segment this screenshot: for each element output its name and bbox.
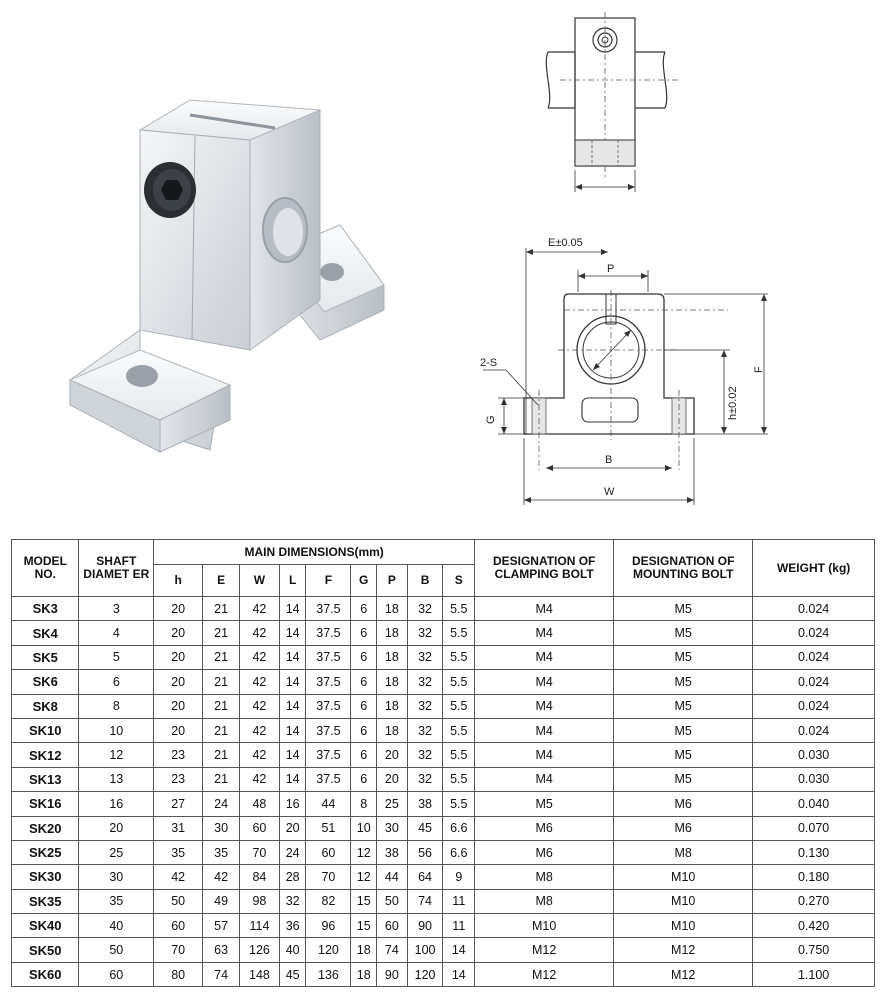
table-cell: 37.5 bbox=[306, 694, 351, 718]
table-cell: 42 bbox=[240, 670, 280, 694]
table-cell: 45 bbox=[279, 962, 306, 986]
dim-e-label: E±0.05 bbox=[548, 237, 583, 249]
table-cell: 32 bbox=[407, 645, 443, 669]
table-cell: M12 bbox=[475, 962, 614, 986]
table-cell: 20 bbox=[154, 718, 203, 742]
table-cell: 21 bbox=[203, 718, 240, 742]
table-cell: 60 bbox=[79, 962, 154, 986]
table-cell: 3 bbox=[79, 597, 154, 621]
table-cell: 36 bbox=[279, 914, 306, 938]
table-cell: 90 bbox=[377, 962, 408, 986]
table-cell: 84 bbox=[240, 865, 280, 889]
table-cell: M6 bbox=[614, 792, 753, 816]
dim-h-label: h±0.02 bbox=[727, 386, 739, 420]
table-cell: 27 bbox=[154, 792, 203, 816]
table-cell: 14 bbox=[279, 694, 306, 718]
table-cell: SK10 bbox=[12, 718, 79, 742]
table-cell: 37.5 bbox=[306, 743, 351, 767]
table-cell: 0.024 bbox=[753, 694, 875, 718]
side-view-drawing bbox=[540, 10, 690, 195]
table-cell: 25 bbox=[377, 792, 408, 816]
table-cell: M12 bbox=[475, 938, 614, 962]
table-cell: 5.5 bbox=[443, 767, 475, 791]
table-cell: 44 bbox=[377, 865, 408, 889]
table-cell: SK5 bbox=[12, 645, 79, 669]
table-cell: 35 bbox=[203, 840, 240, 864]
table-cell: M8 bbox=[475, 889, 614, 913]
dimension-table bbox=[11, 539, 875, 987]
table-cell: 11 bbox=[443, 889, 475, 913]
header-shaft: SHAFT DIAMET ER bbox=[79, 540, 154, 597]
table-cell: 14 bbox=[279, 597, 306, 621]
product-photo bbox=[40, 60, 400, 460]
table-cell: 5.5 bbox=[443, 718, 475, 742]
table-cell: 60 bbox=[377, 914, 408, 938]
table-cell: 13 bbox=[79, 767, 154, 791]
table-cell: 82 bbox=[306, 889, 351, 913]
table-cell: 6 bbox=[351, 694, 377, 718]
table-cell: 16 bbox=[79, 792, 154, 816]
table-cell: 5.5 bbox=[443, 743, 475, 767]
table-cell: 6 bbox=[79, 670, 154, 694]
table-cell: 50 bbox=[79, 938, 154, 962]
table-cell: 44 bbox=[306, 792, 351, 816]
table-cell: 45 bbox=[407, 816, 443, 840]
table-cell: 20 bbox=[377, 743, 408, 767]
table-row bbox=[12, 865, 875, 889]
table-cell: 5.5 bbox=[443, 670, 475, 694]
table-cell: 8 bbox=[79, 694, 154, 718]
dim-f-label: F bbox=[753, 366, 765, 373]
table-cell: 1.100 bbox=[753, 962, 875, 986]
table-row bbox=[12, 840, 875, 864]
table-cell: M8 bbox=[475, 865, 614, 889]
table-cell: 18 bbox=[377, 694, 408, 718]
table-cell: SK4 bbox=[12, 621, 79, 645]
table-cell: SK3 bbox=[12, 597, 79, 621]
table-cell: 20 bbox=[279, 816, 306, 840]
table-cell: 21 bbox=[203, 597, 240, 621]
table-cell: 18 bbox=[351, 938, 377, 962]
table-cell: 42 bbox=[240, 597, 280, 621]
table-row bbox=[12, 645, 875, 669]
table-cell: 32 bbox=[407, 743, 443, 767]
table-cell: 30 bbox=[377, 816, 408, 840]
table-cell: 5.5 bbox=[443, 597, 475, 621]
table-row bbox=[12, 597, 875, 621]
table-cell: 70 bbox=[306, 865, 351, 889]
table-cell: 20 bbox=[79, 816, 154, 840]
table-cell: M6 bbox=[614, 816, 753, 840]
table-cell: M5 bbox=[614, 597, 753, 621]
table-cell: 35 bbox=[154, 840, 203, 864]
table-cell: 90 bbox=[407, 914, 443, 938]
table-cell: M4 bbox=[475, 718, 614, 742]
table-cell: 0.270 bbox=[753, 889, 875, 913]
table-cell: 37.5 bbox=[306, 767, 351, 791]
table-cell: 37.5 bbox=[306, 718, 351, 742]
table-cell: 8 bbox=[351, 792, 377, 816]
table-cell: M10 bbox=[614, 889, 753, 913]
table-cell: 126 bbox=[240, 938, 280, 962]
table-cell: 15 bbox=[351, 914, 377, 938]
table-cell: 32 bbox=[407, 694, 443, 718]
dimension-table-container bbox=[11, 539, 875, 987]
table-cell: 12 bbox=[79, 743, 154, 767]
table-cell: 23 bbox=[154, 767, 203, 791]
table-cell: 14 bbox=[443, 938, 475, 962]
header-main-dimensions: MAIN DIMENSIONS(mm) bbox=[154, 540, 475, 565]
table-cell: 38 bbox=[407, 792, 443, 816]
table-cell: 21 bbox=[203, 694, 240, 718]
table-row bbox=[12, 621, 875, 645]
table-row bbox=[12, 938, 875, 962]
table-cell: 5.5 bbox=[443, 694, 475, 718]
table-cell: 37.5 bbox=[306, 597, 351, 621]
table-cell: 49 bbox=[203, 889, 240, 913]
table-cell: 10 bbox=[351, 816, 377, 840]
table-cell: M4 bbox=[475, 767, 614, 791]
table-cell: 0.070 bbox=[753, 816, 875, 840]
table-cell: 98 bbox=[240, 889, 280, 913]
table-cell: 74 bbox=[377, 938, 408, 962]
table-cell: 5 bbox=[79, 645, 154, 669]
table-cell: 21 bbox=[203, 645, 240, 669]
table-cell: M4 bbox=[475, 670, 614, 694]
header-h: h bbox=[154, 565, 203, 597]
table-cell: 100 bbox=[407, 938, 443, 962]
table-cell: M12 bbox=[614, 938, 753, 962]
table-cell: 5.5 bbox=[443, 621, 475, 645]
table-cell: SK13 bbox=[12, 767, 79, 791]
table-cell: 14 bbox=[279, 767, 306, 791]
header-w: W bbox=[240, 565, 280, 597]
table-cell: 20 bbox=[154, 694, 203, 718]
table-cell: M10 bbox=[475, 914, 614, 938]
table-cell: 18 bbox=[377, 621, 408, 645]
table-cell: 25 bbox=[79, 840, 154, 864]
table-cell: 70 bbox=[154, 938, 203, 962]
table-cell: 50 bbox=[377, 889, 408, 913]
table-cell: M5 bbox=[614, 743, 753, 767]
table-cell: 20 bbox=[154, 621, 203, 645]
table-row bbox=[12, 816, 875, 840]
header-clamping-bolt: DESIGNATION OF CLAMPING BOLT bbox=[475, 540, 614, 597]
header-s: S bbox=[443, 565, 475, 597]
table-cell: 32 bbox=[407, 670, 443, 694]
table-cell: 74 bbox=[407, 889, 443, 913]
table-cell: 18 bbox=[377, 597, 408, 621]
table-cell: M5 bbox=[614, 694, 753, 718]
table-row bbox=[12, 694, 875, 718]
table-cell: 0.024 bbox=[753, 621, 875, 645]
table-cell: 74 bbox=[203, 962, 240, 986]
table-cell: 6 bbox=[351, 718, 377, 742]
table-cell: 57 bbox=[203, 914, 240, 938]
table-cell: 70 bbox=[240, 840, 280, 864]
table-cell: 9 bbox=[443, 865, 475, 889]
table-cell: SK25 bbox=[12, 840, 79, 864]
table-cell: M4 bbox=[475, 645, 614, 669]
table-cell: 6 bbox=[351, 645, 377, 669]
table-cell: 15 bbox=[351, 889, 377, 913]
header-g: G bbox=[351, 565, 377, 597]
table-cell: 0.040 bbox=[753, 792, 875, 816]
table-cell: M4 bbox=[475, 743, 614, 767]
table-cell: 18 bbox=[377, 670, 408, 694]
table-cell: M5 bbox=[614, 718, 753, 742]
table-cell: 21 bbox=[203, 621, 240, 645]
dim-w-label: W bbox=[604, 486, 615, 498]
table-cell: 0.180 bbox=[753, 865, 875, 889]
table-cell: 12 bbox=[351, 865, 377, 889]
header-f: F bbox=[306, 565, 351, 597]
table-cell: 32 bbox=[407, 718, 443, 742]
table-cell: 14 bbox=[279, 645, 306, 669]
table-cell: 6 bbox=[351, 767, 377, 791]
table-cell: 37.5 bbox=[306, 645, 351, 669]
table-cell: 6 bbox=[351, 621, 377, 645]
dim-p-label: P bbox=[607, 263, 615, 275]
table-cell: 0.024 bbox=[753, 718, 875, 742]
table-cell: 5.5 bbox=[443, 792, 475, 816]
table-cell: 32 bbox=[279, 889, 306, 913]
header-e: E bbox=[203, 565, 240, 597]
table-cell: 96 bbox=[306, 914, 351, 938]
table-cell: 42 bbox=[240, 767, 280, 791]
table-cell: 0.024 bbox=[753, 670, 875, 694]
table-cell: 14 bbox=[279, 670, 306, 694]
table-cell: SK40 bbox=[12, 914, 79, 938]
table-cell: 51 bbox=[306, 816, 351, 840]
table-cell: 0.030 bbox=[753, 767, 875, 791]
table-cell: M6 bbox=[475, 840, 614, 864]
header-p: P bbox=[377, 565, 408, 597]
table-cell: M5 bbox=[475, 792, 614, 816]
table-cell: 21 bbox=[203, 743, 240, 767]
table-cell: M6 bbox=[475, 816, 614, 840]
table-cell: M8 bbox=[614, 840, 753, 864]
table-cell: SK50 bbox=[12, 938, 79, 962]
table-cell: 42 bbox=[154, 865, 203, 889]
table-cell: SK16 bbox=[12, 792, 79, 816]
table-cell: 63 bbox=[203, 938, 240, 962]
table-cell: 120 bbox=[407, 962, 443, 986]
table-cell: SK8 bbox=[12, 694, 79, 718]
table-cell: 38 bbox=[377, 840, 408, 864]
table-cell: 24 bbox=[203, 792, 240, 816]
table-cell: 120 bbox=[306, 938, 351, 962]
table-cell: 20 bbox=[154, 597, 203, 621]
table-cell: 42 bbox=[240, 718, 280, 742]
table-cell: 40 bbox=[279, 938, 306, 962]
table-cell: 28 bbox=[279, 865, 306, 889]
table-cell: M10 bbox=[614, 865, 753, 889]
table-cell: SK35 bbox=[12, 889, 79, 913]
dim-s-label: 2-S bbox=[480, 357, 498, 369]
table-cell: 6 bbox=[351, 597, 377, 621]
table-cell: 11 bbox=[443, 914, 475, 938]
table-cell: M5 bbox=[614, 670, 753, 694]
table-cell: 136 bbox=[306, 962, 351, 986]
table-cell: 56 bbox=[407, 840, 443, 864]
table-cell: SK12 bbox=[12, 743, 79, 767]
dim-g-label: G bbox=[485, 415, 497, 424]
table-cell: 21 bbox=[203, 767, 240, 791]
header-b: B bbox=[407, 565, 443, 597]
table-cell: SK60 bbox=[12, 962, 79, 986]
table-cell: 30 bbox=[79, 865, 154, 889]
table-cell: M4 bbox=[475, 621, 614, 645]
table-cell: M5 bbox=[614, 621, 753, 645]
table-cell: 14 bbox=[279, 718, 306, 742]
table-cell: 37.5 bbox=[306, 670, 351, 694]
table-cell: 60 bbox=[240, 816, 280, 840]
table-cell: SK6 bbox=[12, 670, 79, 694]
table-cell: 14 bbox=[279, 621, 306, 645]
table-cell: 6.6 bbox=[443, 840, 475, 864]
table-cell: 20 bbox=[154, 645, 203, 669]
table-cell: 6.6 bbox=[443, 816, 475, 840]
table-cell: 42 bbox=[240, 743, 280, 767]
table-row bbox=[12, 914, 875, 938]
table-cell: 60 bbox=[306, 840, 351, 864]
table-cell: 10 bbox=[79, 718, 154, 742]
table-cell: 48 bbox=[240, 792, 280, 816]
table-cell: 0.130 bbox=[753, 840, 875, 864]
header-weight: WEIGHT (kg) bbox=[753, 540, 875, 597]
table-cell: 42 bbox=[240, 621, 280, 645]
table-cell: 4 bbox=[79, 621, 154, 645]
table-cell: 31 bbox=[154, 816, 203, 840]
table-cell: 18 bbox=[377, 645, 408, 669]
table-cell: 64 bbox=[407, 865, 443, 889]
dim-b-label: B bbox=[605, 454, 613, 466]
table-cell: 20 bbox=[377, 767, 408, 791]
table-cell: 32 bbox=[407, 597, 443, 621]
table-cell: M4 bbox=[475, 694, 614, 718]
table-cell: 35 bbox=[79, 889, 154, 913]
table-cell: 14 bbox=[279, 743, 306, 767]
table-cell: 6 bbox=[351, 670, 377, 694]
table-cell: 0.420 bbox=[753, 914, 875, 938]
table-cell: 5.5 bbox=[443, 645, 475, 669]
table-row bbox=[12, 743, 875, 767]
table-cell: 42 bbox=[240, 694, 280, 718]
header-l: L bbox=[279, 565, 306, 597]
table-cell: 42 bbox=[203, 865, 240, 889]
table-cell: 32 bbox=[407, 621, 443, 645]
table-row bbox=[12, 767, 875, 791]
table-cell: 42 bbox=[240, 645, 280, 669]
table-cell: 0.024 bbox=[753, 597, 875, 621]
table-cell: 12 bbox=[351, 840, 377, 864]
table-cell: 0.030 bbox=[753, 743, 875, 767]
table-cell: SK20 bbox=[12, 816, 79, 840]
table-row bbox=[12, 670, 875, 694]
table-row bbox=[12, 889, 875, 913]
header-model: MODEL NO. bbox=[12, 540, 79, 597]
table-cell: 30 bbox=[203, 816, 240, 840]
table-cell: 40 bbox=[79, 914, 154, 938]
front-view-drawing bbox=[468, 230, 788, 520]
table-cell: M4 bbox=[475, 597, 614, 621]
header-mounting-bolt: DESIGNATION OF MOUNTING BOLT bbox=[614, 540, 753, 597]
table-cell: M10 bbox=[614, 914, 753, 938]
table-cell: M12 bbox=[614, 962, 753, 986]
table-cell: 14 bbox=[443, 962, 475, 986]
table-cell: 24 bbox=[279, 840, 306, 864]
table-cell: 148 bbox=[240, 962, 280, 986]
table-cell: 50 bbox=[154, 889, 203, 913]
table-cell: 23 bbox=[154, 743, 203, 767]
table-cell: 0.024 bbox=[753, 645, 875, 669]
table-cell: 16 bbox=[279, 792, 306, 816]
table-cell: 80 bbox=[154, 962, 203, 986]
table-row bbox=[12, 792, 875, 816]
table-cell: 60 bbox=[154, 914, 203, 938]
table-cell: SK30 bbox=[12, 865, 79, 889]
table-cell: 18 bbox=[351, 962, 377, 986]
table-cell: 18 bbox=[377, 718, 408, 742]
table-cell: M5 bbox=[614, 645, 753, 669]
table-cell: 0.750 bbox=[753, 938, 875, 962]
table-cell: 32 bbox=[407, 767, 443, 791]
table-row bbox=[12, 962, 875, 986]
table-row bbox=[12, 718, 875, 742]
table-cell: 21 bbox=[203, 670, 240, 694]
table-cell: 20 bbox=[154, 670, 203, 694]
table-cell: 37.5 bbox=[306, 621, 351, 645]
table-cell: 114 bbox=[240, 914, 280, 938]
table-cell: M5 bbox=[614, 767, 753, 791]
table-cell: 6 bbox=[351, 743, 377, 767]
